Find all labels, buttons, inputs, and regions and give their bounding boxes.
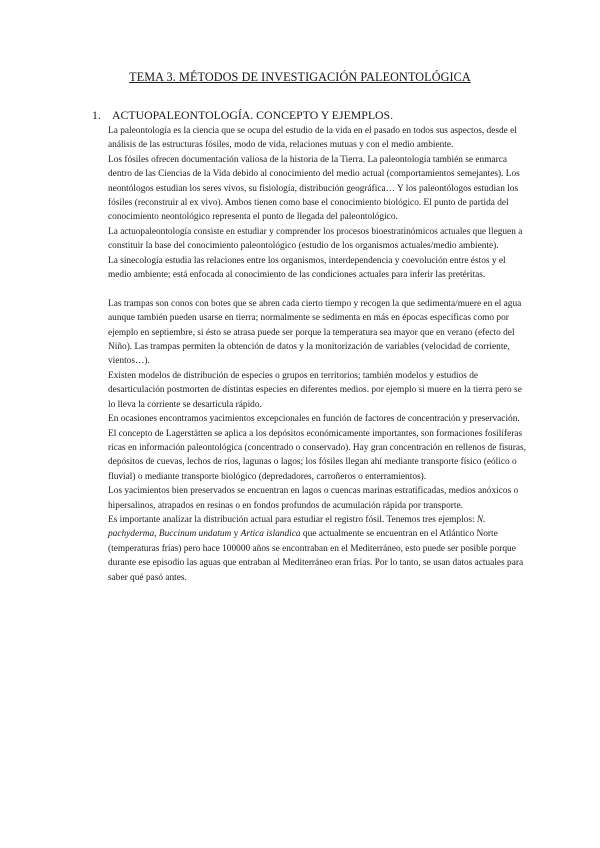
document-title: TEMA 3. MÉTODOS DE INVESTIGACIÓN PALEONTOLÓGICA (129, 70, 471, 84)
paragraph-synecology: La sinecología estudia las relaciones entre los organismos, interdependencia y coevolución entre éstos y el medio ambiente; está enfocada al conocimiento de las condiciones actuales para inferir las pretéritas. (108, 255, 506, 281)
paragraph-text: , (154, 529, 159, 540)
paragraph-paleontology-definition: La paleontología es la ciencia que se ocupa del estudio de la vida en el pasado en todos sus aspectos, desde el análisis de las estructuras fósiles, modo de vida, relaciones mutuas y con el medio ambiente. (108, 126, 517, 151)
paragraph-actuopaleontology: La actuopaleontología consiste en estudiar y comprender los procesos bioestratinómicos actuales que lleguen a constituir la base del conocimiento paleontológico (estudio de los organismos actuales/medio ambiente). (108, 226, 523, 252)
paragraph-text: y (231, 529, 241, 540)
section-heading-text: ACTUOPALEONTOLOGÍA. CONCEPTO Y EJEMPLOS. (112, 108, 394, 122)
paragraph-current-distribution (108, 513, 526, 585)
paragraph-text: que actualmente se encuentran en el Atlántico Norte (temperaturas frías) pero hace 100000 años se encontraban en el Mediterráneo, esto puede ser posible porque durante ese episodio las aguas que entraban al Mediterráneo eran frías. Por lo tanto, se usan datos actuales para saber qué pasó antes. (108, 529, 524, 583)
paragraph-text: Es importante analizar la distribución actual para estudiar el registro fósil. Tenemos tres ejemplos: (108, 514, 477, 525)
section-number: 1. (92, 108, 101, 122)
paragraph-lagerstatten: En ocasiones encontramos yacimientos excepcionales en función de factores de concentración y preservación. El concepto de Lagerstätten se aplica a los depósitos económicamente importantes, son formaciones fosilíferas ricas en información paleontológica (concentrado o conservado). Hay gran concentración en rellenos de fisuras, depósitos de cuevas, lechos de ríos, lagunas o lagos; los fósiles llegan ahí mediante transporte físico (eólico o fluvial) o mediante transporte biológico (depredadores, carroñeros o enterramientos). (108, 414, 526, 482)
paragraph-traps: Las trampas son conos con botes que se abren cada cierto tiempo y recogen la que sedimenta/muere en el agua aunque también pueden usarse en tierra; normalmente se sedimenta en más en épocas específicas como por ejemplo en septiembre, si ésto se atrasa puede ser porque la temperatura sea mayor que en verano (efecto del Niño). Las trampas permiten la obtención de datos y la monitorización de variables (velocidad de corriente, vientos…). (108, 298, 522, 367)
section-body (108, 124, 526, 585)
species-name: N. pachyderma (108, 514, 486, 540)
section-heading (92, 108, 393, 123)
paragraph-fossils-documentation: Los fósiles ofrecen documentación valiosa de la historia de la Tierra. La paleontología también se enmarca dentro de las Ciencias de la Vida debido al conocimiento del medio actual (comportamientos semejantes). Los neontólogos estudian los seres vivos, su fisiología, distribución geográfica… Y los paleontólogos estudian los fósiles (reconstruir al ex vivo). Ambos tienen como base el conocimiento biológico. El punto de partida del conocimiento neontológico representa el punto de llegada del paleontológico. (108, 154, 520, 223)
paragraph-distribution-models: Existen modelos de distribución de especies o grupos en territorios; también modelos y estudios de desarticulación postmorten de distintas especies en diferentes medios. por ejemplo si muere en la tierra pero se lo lleva la corriente se desarticula rápido. (108, 370, 522, 410)
species-name: Artica islandica (240, 529, 301, 540)
species-name: Buccinum undatum (158, 529, 232, 540)
paragraph-preserved-deposits: Los yacimientos bien preservados se encuentran en lagos o cuencas marinas estratificadas, medios anóxicos o hipersalinos, atrapados en resinas o en fondos profundos de acumulación rápida por transporte. (108, 486, 519, 511)
